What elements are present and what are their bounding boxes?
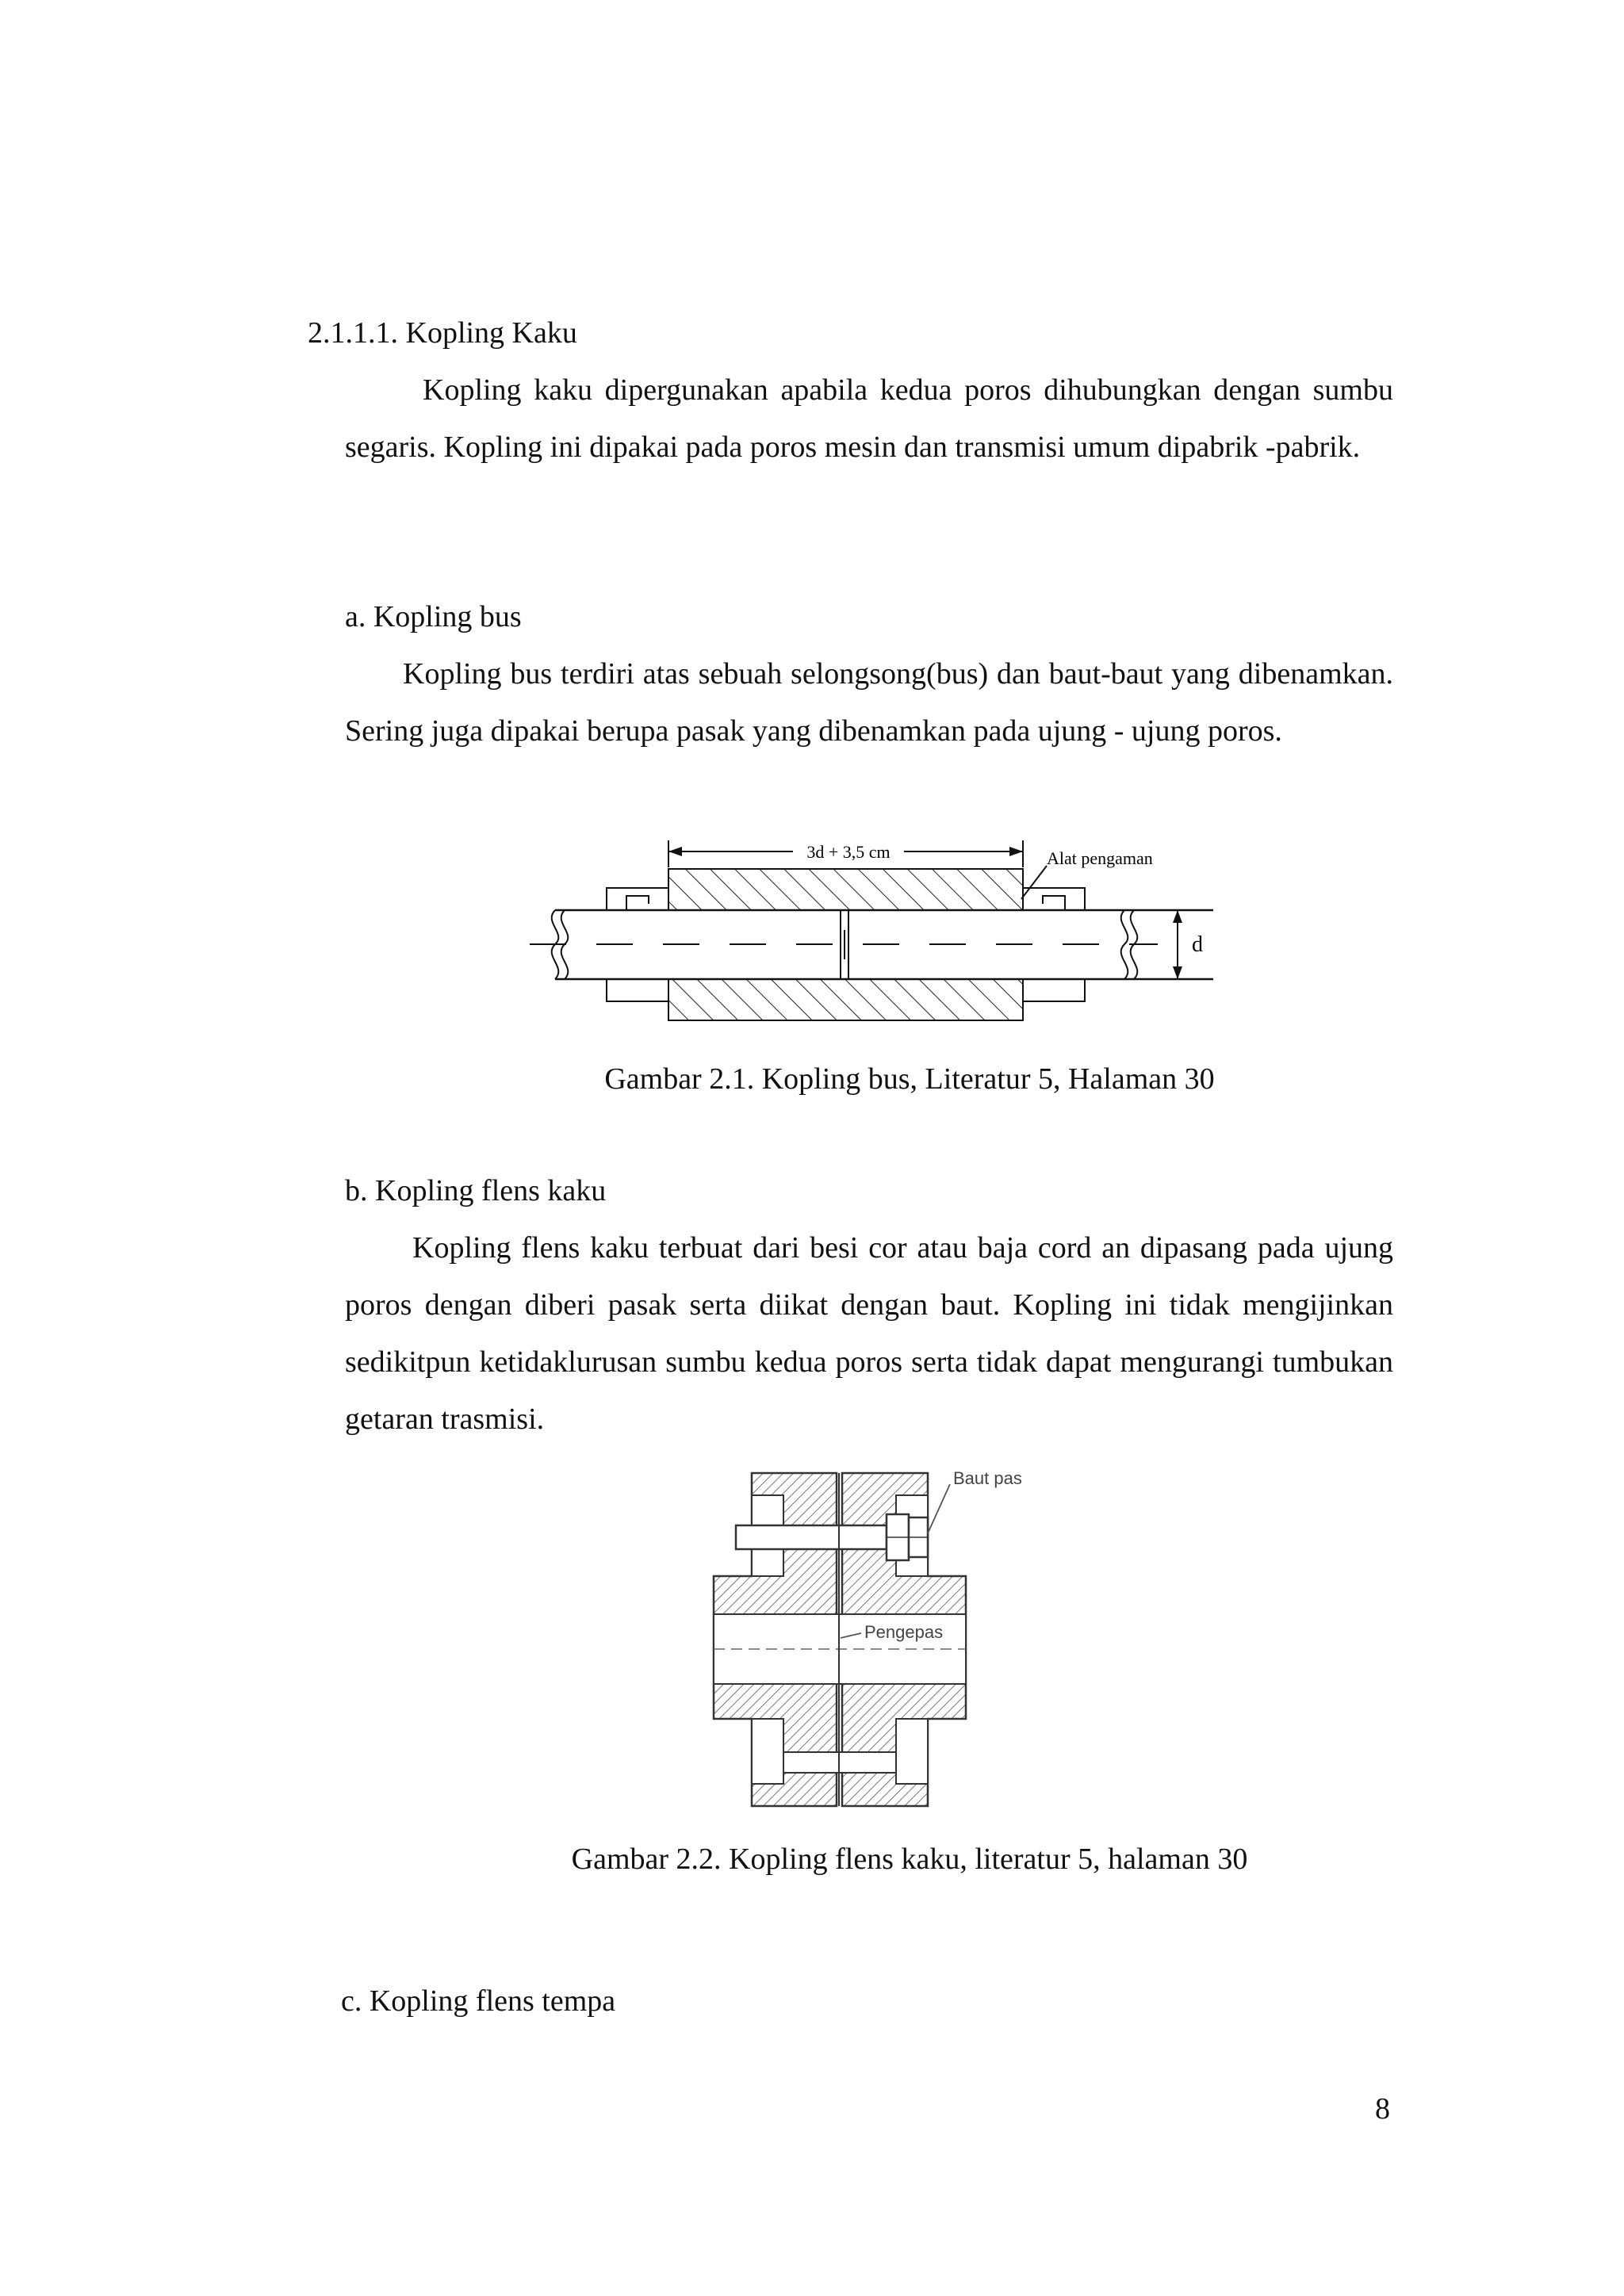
subsection-b-paragraph: Kopling flens kaku terbuat dari besi cor atau baja cord an dipasang pada ujung poros dengan diberi pasak serta diikat dengan baut. Kopling ini tidak mengijinkan sedikitpun ketidaklurusan sumbu kedua poros serta tidak dapat mengurangi tumbukan getaran trasmisi. — [345, 1231, 1393, 1436]
bolt-label: Baut pas — [953, 1468, 1022, 1488]
figure-2-2-caption: Gambar 2.2. Kopling flens kaku, literatur 5, halaman 30 — [571, 1843, 1248, 1876]
fit-label: Pengepas — [864, 1622, 944, 1642]
subsection-a-heading: a. Kopling bus — [345, 600, 522, 633]
subsection-a-paragraph: Kopling bus terdiri atas sebuah selongsong(bus) dan baut-baut yang dibenamkan. Sering juga dipakai berupa pasak yang dibenamkan pada ujung - ujung poros. — [345, 657, 1393, 748]
figure-2-1-caption: Gambar 2.1. Kopling bus, Literatur 5, Halaman 30 — [604, 1062, 1215, 1096]
diameter-label: d — [1192, 932, 1203, 957]
intro-paragraph: Kopling kaku dipergunakan apabila kedua poros dihubungkan dengan sumbu segaris. Kopling ini dipakai pada poros mesin dan transmisi umum dipabrik -pabrik. — [345, 373, 1393, 464]
subsection-c-heading: c. Kopling flens tempa — [341, 1984, 616, 2018]
safety-device-label: Alat pengaman — [1047, 848, 1153, 868]
figure-kopling-flens-kaku — [698, 1457, 1047, 1822]
length-dimension-label: 3d + 3,5 cm — [806, 842, 891, 862]
subsection-b-heading: b. Kopling flens kaku — [345, 1174, 607, 1207]
page-number: 8 — [1375, 2092, 1390, 2126]
section-heading: 2.1.1.1. Kopling Kaku — [308, 316, 577, 350]
figure-kopling-bus — [523, 831, 1237, 1053]
